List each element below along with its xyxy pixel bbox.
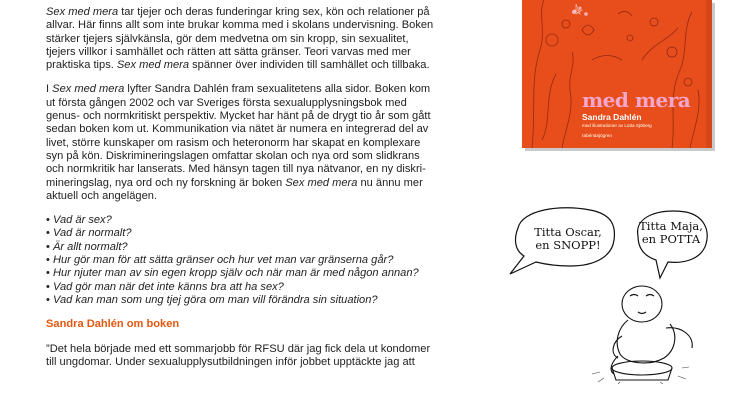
list-item [46, 294, 484, 307]
question-text: Vad är sex? [52, 214, 112, 227]
question-list [46, 214, 484, 307]
question-text: Vad är normalt? [52, 227, 132, 240]
quote-heading: Sandra Dahlén om boken [46, 318, 180, 331]
intro-text-2: spänner över individen till samhället och tillbaka. [189, 59, 430, 72]
list-item [46, 267, 484, 280]
list-item [46, 214, 484, 227]
list-item [46, 254, 484, 267]
quote-text: ”Det hela började med ett sommarjobb för RFSU där jag fick dela ut kondomer till ungdomar. Under sexualupplysutbildningen inför jobbet upptäckte jag att [46, 342, 431, 368]
book-title-ref: Sex med mera [52, 83, 125, 96]
bullet-mark: • [46, 254, 50, 267]
cartoon-illustration [500, 196, 740, 384]
book-cover-publisher: rabén&sjögren [582, 133, 612, 138]
intro-paragraph [46, 6, 484, 72]
question-text: Hur gör man för att sätta gränser och hur vet man var gränserna går? [52, 254, 394, 267]
list-item [46, 227, 484, 240]
bullet-mark: • [46, 214, 50, 227]
bullet-mark: • [46, 293, 50, 306]
bullet-mark: • [46, 280, 50, 293]
book-cover-subtitle: med illustrationer av Lotta Sjöberg [582, 123, 652, 128]
question-text: Hur njuter man av sin egen kropp själv och när man är med någon annan? [52, 267, 419, 280]
baby-figure [611, 286, 692, 380]
bullet-mark: • [46, 227, 50, 240]
question-text: Vad kan man som ung tjej göra om man vill förändra sin situation? [52, 293, 378, 306]
list-item [46, 241, 484, 254]
book-cover [522, 0, 712, 148]
list-item [46, 281, 484, 294]
book-title-ref: Sex med mera [285, 176, 358, 189]
bullet-mark: • [46, 267, 50, 280]
desc-text-3: nu ännu mer aktuell och angelägen. [46, 176, 423, 202]
bullet-mark: • [46, 240, 50, 253]
question-text: Är allt normalt? [52, 240, 128, 253]
article-column [46, 6, 484, 380]
speech-bubble-left-text: Titta Oscar, en SNOPP! [534, 225, 602, 252]
book-title-ref: Sex med mera [46, 6, 119, 18]
desc-text-2: lyfter Sandra Dahlén fram sexualitetens alla sidor. Boken kom ut första gången 2002 och var Sveriges första sexualupplysningsbok med genus- och normkritiskt perspektiv. Mycket har hänt på de drygt tio år som gått sedan boken kom ut. Kommunikation via nätet är numera en integrerad del av livet, större kunskaper om rasism och heteronorm har skapat en komplexare syn på kön. Diskrimineringslagen omfattar skolan och nya ord som slidkrans och normkritik har lanserats. Med hänsyn tagen till nya nätvanor, en ny diskri- mineringslag, nya ord och ny forskning är boken [46, 83, 431, 189]
speech-bubble-right-text: Titta Maja, en POTTA [639, 219, 703, 246]
intro-text-1: tar tjejer och deras funderingar kring sex, kön och relationer på allvar. Här finns allt som inte brukar komma med i skolans undervisning. Boken stärker tjejers självkänsla, gör dem medvetna om sin kropp, sin sexualitet, tjejers villkor i samhället och rätten att sätta gränser. Teori varvas med mer praktiska tips. [46, 6, 434, 72]
book-cover-author: Sandra Dahlén [582, 112, 642, 122]
book-title-ref: Sex med mera [116, 59, 190, 72]
question-text: Vad gör man när det inte känns bra att ha sex? [52, 280, 284, 293]
book-cover-title: med mera [582, 88, 691, 112]
description-paragraph [46, 83, 484, 203]
desc-text-1: I [46, 83, 53, 96]
